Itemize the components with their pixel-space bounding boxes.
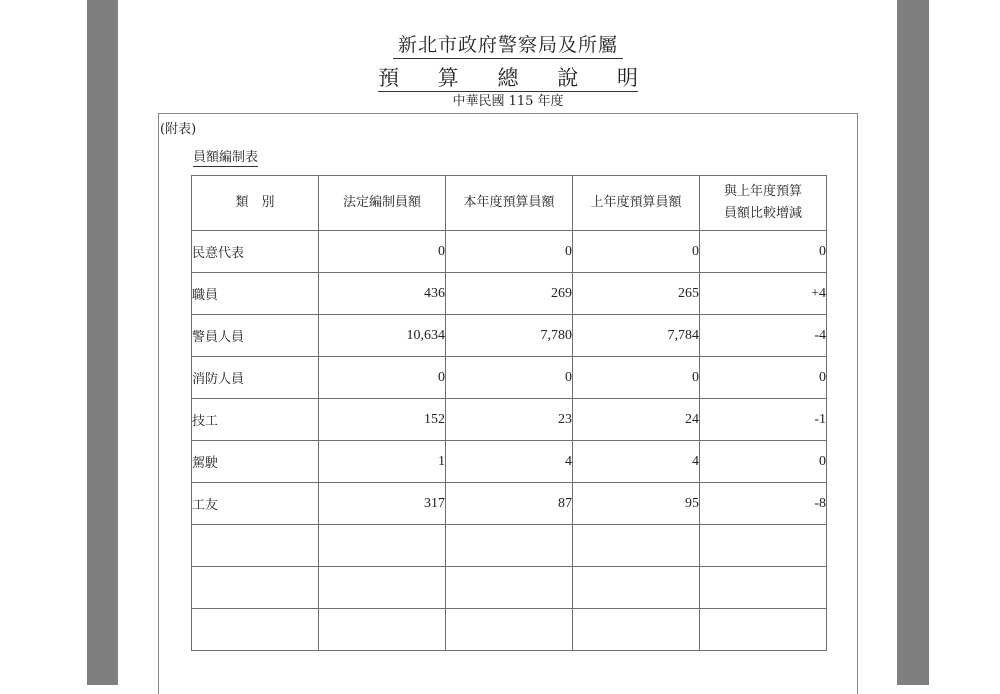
table-row bbox=[192, 315, 827, 357]
header-previous-year: 上年度預算員額 bbox=[573, 176, 700, 231]
cell-previous: 0 bbox=[573, 231, 700, 273]
cell-statutory: 0 bbox=[319, 357, 446, 399]
cell-change bbox=[700, 525, 827, 567]
table-row-empty bbox=[192, 609, 827, 651]
cell-previous: 24 bbox=[573, 399, 700, 441]
cell-current: 4 bbox=[446, 441, 573, 483]
title-char: 說 bbox=[557, 66, 579, 90]
cell-category bbox=[192, 567, 319, 609]
cell-change: 0 bbox=[700, 441, 827, 483]
cell-previous: 0 bbox=[573, 357, 700, 399]
cell-category: 警員人員 bbox=[192, 315, 319, 357]
cell-statutory bbox=[319, 609, 446, 651]
cell-statutory: 1 bbox=[319, 441, 446, 483]
table-row bbox=[192, 399, 827, 441]
table-title: 員額編制表 bbox=[193, 150, 259, 165]
cell-change: 0 bbox=[700, 357, 827, 399]
cell-change: -1 bbox=[700, 399, 827, 441]
cell-current: 23 bbox=[446, 399, 573, 441]
cell-statutory bbox=[319, 525, 446, 567]
cell-change: +4 bbox=[700, 273, 827, 315]
table-row bbox=[192, 441, 827, 483]
cell-current: 0 bbox=[446, 231, 573, 273]
cell-statutory: 0 bbox=[319, 231, 446, 273]
cell-statutory bbox=[319, 567, 446, 609]
cell-statutory: 317 bbox=[319, 483, 446, 525]
cell-category: 消防人員 bbox=[192, 357, 319, 399]
title-char: 明 bbox=[617, 66, 638, 90]
cell-category: 工友 bbox=[192, 483, 319, 525]
cell-change: -4 bbox=[700, 315, 827, 357]
table-row bbox=[192, 357, 827, 399]
cell-current: 269 bbox=[446, 273, 573, 315]
cell-category: 技工 bbox=[192, 399, 319, 441]
cell-current bbox=[446, 567, 573, 609]
title-char: 算 bbox=[437, 66, 459, 90]
annex-label: (附表) bbox=[160, 122, 197, 137]
cell-change bbox=[700, 609, 827, 651]
cell-category bbox=[192, 525, 319, 567]
cell-change bbox=[700, 567, 827, 609]
cell-statutory: 152 bbox=[319, 399, 446, 441]
cell-category: 駕駛 bbox=[192, 441, 319, 483]
header-change-line2: 員額比較增減 bbox=[723, 206, 802, 221]
table-row bbox=[192, 273, 827, 315]
cell-category: 職員 bbox=[192, 273, 319, 315]
document-title-agency: 新北市政府警察局及所屬 bbox=[393, 33, 623, 59]
viewer-right-gutter bbox=[897, 0, 929, 685]
cell-category: 民意代表 bbox=[192, 231, 319, 273]
table-row-empty bbox=[192, 567, 827, 609]
table-row-empty bbox=[192, 525, 827, 567]
cell-current: 7,780 bbox=[446, 315, 573, 357]
header-category-label: 類 別 bbox=[235, 195, 275, 210]
header-change bbox=[700, 176, 827, 231]
header-change-line1: 與上年度預算 bbox=[723, 184, 802, 199]
cell-previous bbox=[573, 567, 700, 609]
cell-change: -8 bbox=[700, 483, 827, 525]
title-char: 總 bbox=[497, 66, 519, 90]
document-fiscal-year: 中華民國 115 年度 bbox=[452, 94, 564, 109]
title-char: 預 bbox=[378, 66, 399, 90]
cell-current: 87 bbox=[446, 483, 573, 525]
table-row bbox=[192, 483, 827, 525]
cell-change: 0 bbox=[700, 231, 827, 273]
cell-category bbox=[192, 609, 319, 651]
header-statutory: 法定編制員額 bbox=[319, 176, 446, 231]
header-current-year: 本年度預算員額 bbox=[446, 176, 573, 231]
cell-previous: 7,784 bbox=[573, 315, 700, 357]
cell-current bbox=[446, 609, 573, 651]
viewer-left-gutter bbox=[87, 0, 118, 685]
document-title-main bbox=[378, 63, 638, 92]
cell-statutory: 436 bbox=[319, 273, 446, 315]
cell-previous bbox=[573, 609, 700, 651]
table-row bbox=[192, 231, 827, 273]
cell-current bbox=[446, 525, 573, 567]
cell-current: 0 bbox=[446, 357, 573, 399]
cell-previous: 95 bbox=[573, 483, 700, 525]
cell-previous: 4 bbox=[573, 441, 700, 483]
cell-previous: 265 bbox=[573, 273, 700, 315]
cell-statutory: 10,634 bbox=[319, 315, 446, 357]
staffing-table bbox=[191, 175, 827, 651]
cell-previous bbox=[573, 525, 700, 567]
header-category bbox=[192, 176, 319, 231]
table-header-row bbox=[192, 176, 827, 231]
